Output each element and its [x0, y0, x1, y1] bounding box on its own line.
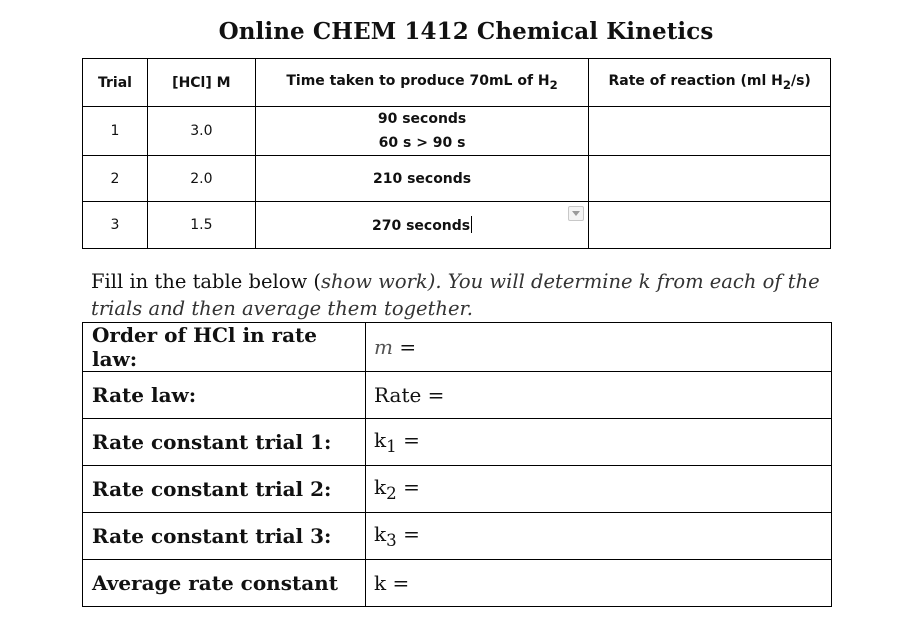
row-label: Rate constant trial 1:	[83, 419, 366, 466]
average-k-answer-field[interactable]: k =	[366, 560, 832, 607]
header-concentration: [HCl] M	[147, 59, 255, 107]
table-row-trial-1	[83, 107, 831, 156]
table-row-trial-3	[83, 202, 831, 249]
concentration-cell: 3.0	[147, 107, 255, 156]
k1-answer-field[interactable]	[366, 419, 832, 466]
k-variable: k	[374, 428, 387, 452]
trial-cell: 2	[83, 156, 148, 202]
header-time-subscript: 2	[549, 77, 558, 92]
row-label: Rate constant trial 2:	[83, 466, 366, 513]
equals-sign: =	[396, 475, 420, 499]
trial-cell: 3	[83, 202, 148, 249]
instructions-italic: show work). You will determine k from each of the trials and then average them together.	[91, 270, 820, 320]
dropdown-arrow-icon[interactable]	[568, 206, 584, 221]
rate-constant-table	[82, 322, 832, 607]
order-variable: m	[374, 335, 393, 359]
table-header-row	[83, 59, 831, 107]
row-label: Average rate constant	[83, 560, 366, 607]
k-variable: k	[374, 475, 387, 499]
row-label: Rate constant trial 3:	[83, 513, 366, 560]
form-row-k3	[83, 513, 832, 560]
rate-cell[interactable]	[589, 107, 831, 156]
header-rate-suffix: /s)	[790, 73, 811, 90]
form-row-k2	[83, 466, 832, 513]
time-cell[interactable]: 210 seconds	[255, 156, 589, 202]
form-row-k1	[83, 419, 832, 466]
header-rate-text: Rate of reaction (ml H	[608, 73, 783, 90]
kinetics-data-table	[82, 58, 831, 249]
equals-sign: =	[396, 522, 420, 546]
form-row-order	[83, 323, 832, 372]
row-label: Order of HCl in rate law:	[83, 323, 366, 372]
header-rate	[589, 59, 831, 107]
header-trial: Trial	[83, 59, 148, 107]
k2-answer-field[interactable]	[366, 466, 832, 513]
form-row-rate-law	[83, 372, 832, 419]
header-rate-subscript: 2	[782, 77, 791, 92]
concentration-cell: 2.0	[147, 156, 255, 202]
page-title: Online CHEM 1412 Chemical Kinetics	[218, 18, 714, 45]
k-subscript: 3	[386, 531, 397, 550]
k-subscript: 1	[386, 437, 397, 456]
k-variable: k	[374, 522, 387, 546]
time-value: 270 seconds	[371, 218, 471, 234]
equals-sign: =	[392, 335, 417, 359]
text-cursor	[471, 216, 472, 233]
equals-sign: =	[396, 428, 420, 452]
time-value: 90 seconds	[377, 111, 467, 127]
rate-cell[interactable]	[589, 202, 831, 249]
row-label: Rate law:	[83, 372, 366, 419]
k3-answer-field[interactable]	[366, 513, 832, 560]
table-row-trial-2	[83, 156, 831, 202]
k-subscript: 2	[386, 484, 397, 503]
header-time-text: Time taken to produce 70mL of H	[286, 73, 550, 90]
concentration-cell: 1.5	[147, 202, 255, 249]
rate-cell[interactable]	[589, 156, 831, 202]
instructions-text	[91, 268, 831, 322]
trial-cell: 1	[83, 107, 148, 156]
header-time	[255, 59, 589, 107]
time-cell[interactable]	[255, 202, 589, 249]
time-cell[interactable]	[255, 107, 589, 156]
form-row-average-k	[83, 560, 832, 607]
instructions-lead: Fill in the table below (	[91, 270, 321, 293]
time-note: 60 s > 90 s	[378, 135, 466, 151]
order-answer-field[interactable]	[366, 323, 832, 372]
rate-law-answer-field[interactable]: Rate =	[366, 372, 832, 419]
